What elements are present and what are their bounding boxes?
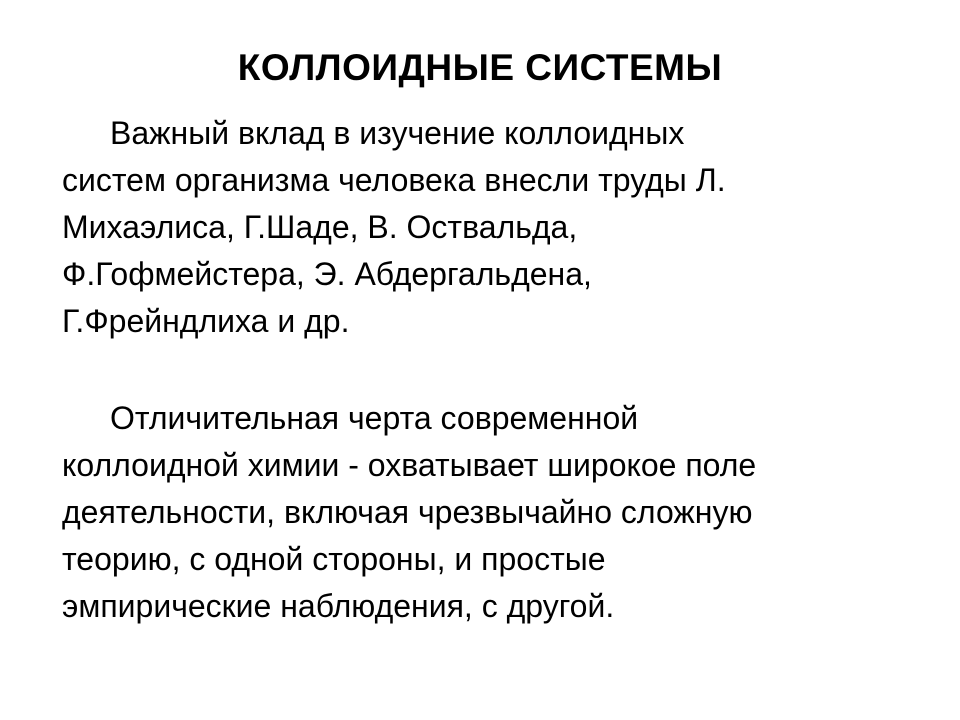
paragraph-line: систем организма человека внесли труды Л.: [62, 162, 726, 198]
paragraph-line: коллоидной химии - охватывает широкое поле: [62, 447, 757, 483]
paragraph-contributions: [62, 110, 922, 345]
paragraph-line: эмпирические наблюдения, с другой.: [62, 588, 615, 624]
paragraph-line: деятельности, включая чрезвычайно сложную: [62, 494, 753, 530]
paragraph-line: Отличительная черта современной: [110, 400, 639, 436]
paragraph-line: Михаэлиса, Г.Шаде, В. Оствальда,: [62, 209, 578, 245]
paragraph-line: теорию, с одной стороны, и простые: [62, 541, 606, 577]
paragraph-line: Г.Фрейндлиха и др.: [62, 303, 350, 339]
paragraph-distinctive-feature: [62, 395, 922, 630]
paragraph-line: Ф.Гофмейстера, Э. Абдергальдена,: [62, 256, 592, 292]
slide-title: КОЛЛОИДНЫЕ СИСТЕМЫ: [237, 47, 723, 88]
paragraph-line: Важный вклад в изучение коллоидных: [110, 115, 685, 151]
